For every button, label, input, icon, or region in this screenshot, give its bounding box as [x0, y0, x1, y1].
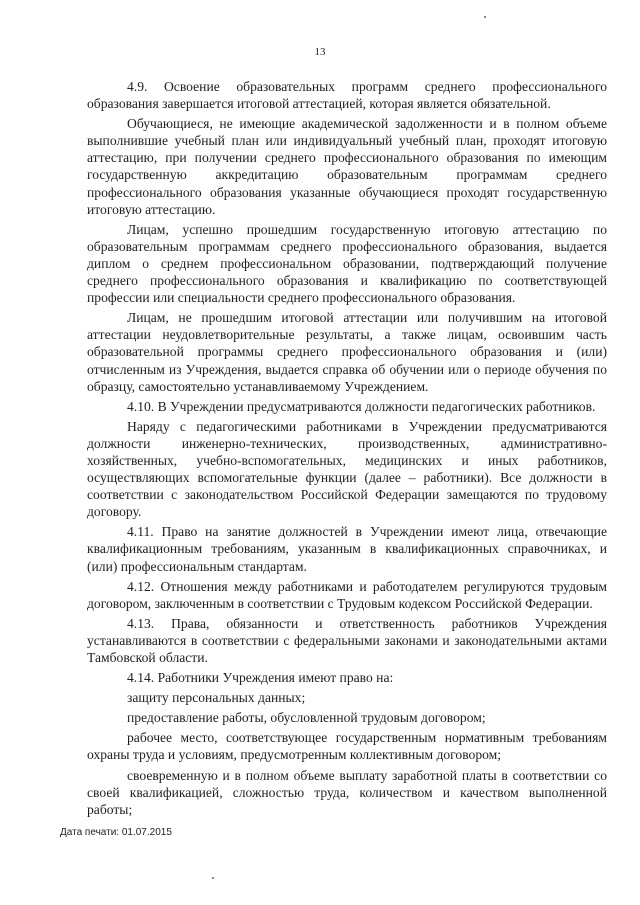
- paragraph: 4.13. Права, обязанности и ответственность работников Учреждения устанавливаются в соответствии с федеральными законами и законодательными актами Тамбовской области.: [87, 615, 607, 665]
- paragraph: 4.14. Работники Учреждения имеют право на:: [127, 670, 394, 686]
- scan-speck: [212, 877, 214, 879]
- paragraph: Лицам, успешно прошедшим государственную итоговую аттестацию по образовательным программам среднего профессионального образования, выдается диплом о среднем профессиональном образовании, подтверждающий получение среднего профессионального образования и квалификацию по соответствующей профессии или специальности среднего профессионального образования.: [87, 221, 607, 306]
- list-item: предоставление работы, обусловленной трудовым договором;: [127, 710, 486, 726]
- paragraph: 4.10. В Учреждении предусматриваются должности педагогических работников.: [127, 398, 596, 414]
- list-item: своевременную и в полном объеме выплату заработной платы в соответствии со своей квалификацией, сложностью труда, количеством и качеством выполненной работы;: [87, 767, 607, 817]
- list-item: рабочее место, соответствующее государственным нормативным требованиям охраны труда и условиям, предусмотренным коллективным договором;: [87, 730, 607, 763]
- list-item: защиту персональных данных;: [127, 690, 306, 706]
- scan-speck: [484, 16, 486, 18]
- paragraph: 4.11. Право на занятие должностей в Учреждении имеют лица, отвечающие квалификационным требованиям, указанным в квалификационных справочниках, и (или) профессиональным стандартам.: [87, 524, 607, 574]
- paragraph: 4.12. Отношения между работниками и работодателем регулируются трудовым договором, заключенным в соответствии с Трудовым кодексом Российской Федерации.: [87, 578, 607, 611]
- page-number: 13: [314, 46, 326, 58]
- paragraph: Наряду с педагогическими работниками в Учреждении предусматриваются должности инженерно-технических, производственных, административно-хозяйственных, учебно-вспомогательных, медицинских и иных работников, осуществляющих вспомогательные функции (далее – работники). Все должности в соответствии с законодательством Российской Федерации замещаются по трудовому договору.: [87, 418, 607, 520]
- paragraph: 4.9. Освоение образовательных программ среднего профессионального образования завершается итоговой аттестацией, которая является обязательной.: [87, 79, 607, 112]
- paragraph: Обучающиеся, не имеющие академической задолженности и в полном объеме выполнившие учебный план или индивидуальный учебный план, проходят итоговую аттестацию, при получении среднего профессионального образования по имеющим государственную аккредитацию образовательным программам среднего профессионального образования указанные обучающиеся проходят государственную итоговую аттестацию.: [87, 116, 607, 217]
- paragraph: Лицам, не прошедшим итоговой аттестации или получившим на итоговой аттестации неудовлетворительные результаты, а также лицам, освоившим часть образовательной программы среднего профессионального образования и (или) отчисленным из Учреждения, выдается справка об обучении или о периоде обучения по образцу, самостоятельно устанавливаемому Учреждением.: [87, 310, 607, 394]
- document-body: [87, 78, 607, 821]
- print-date-footer: Дата печати: 01.07.2015: [60, 827, 172, 838]
